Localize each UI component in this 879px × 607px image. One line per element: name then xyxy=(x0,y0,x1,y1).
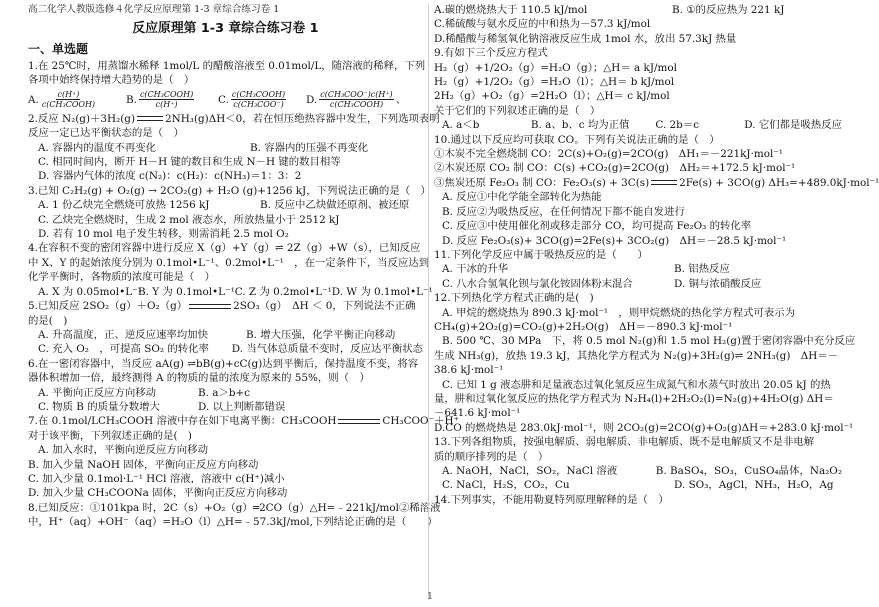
question-10-equation-1: ①木炭不完全燃烧制 CO：2C(s)+O₂(g)=2CO(g) ΔH₁＝－221kJ·mol⁻¹ xyxy=(434,148,783,161)
question-9-equation-2: H₂（g）+1/2O₂（g）=H₂O（l）；△H＝ b kJ/mol xyxy=(434,76,675,89)
question-9-options xyxy=(434,118,842,132)
question-12-option-b-line-1: B. 500 ℃、30 MPa 下，将 0.5 mol N₂(g)和 1.5 mol H₂(g)置于密闭容器中充分反应 xyxy=(442,335,856,348)
question-12-option-b-line-3: 38.6 kJ·mol⁻¹ xyxy=(434,364,504,377)
question-7-line-2: 对于该平衡，下列叙述正确的是( ) xyxy=(28,429,192,442)
question-6-option-a: A. 平衡向正反应方向移动 xyxy=(38,386,157,399)
question-1-line-2: 各项中始终保持增大趋势的是（ ） xyxy=(28,74,195,87)
question-2-option-d: D. 容器内气体的浓度 c(N₂)：c(H₂)：c(NH₃)＝1：3：2 xyxy=(38,170,302,183)
question-4-option-d: D. W 为 0.1mol•L⁻¹ xyxy=(331,285,433,298)
question-5-option-b: B. 增大压强，化学平衡正向移动 xyxy=(246,328,396,341)
section-title: 一、单选题 xyxy=(28,42,89,56)
question-9-equation-1: H₂（g）+1/2O₂（g）=H₂O（g）；△H＝ a kJ/mol xyxy=(434,61,677,74)
question-10-option-b: B. 反应②为吸热反应，在任何情况下都不能自发进行 xyxy=(442,205,685,218)
question-10-option-d: D. 反应 Fe₂O₃(s)+ 3CO(g)=2Fe(s)+ 3CO₂(g) ΔH＝－28.5 kJ·mol⁻¹ xyxy=(442,234,787,247)
question-9-option-b: B. a、b、c 均为正值 xyxy=(530,119,630,132)
question-3-option-a: A. 1 份乙炔完全燃烧可放热 1256 kJ xyxy=(38,199,210,212)
question-10-line-1: 10.通过以下反应均可获取 CO。下列有关说法正确的是（ ） xyxy=(434,133,720,146)
question-6-option-b: B. a＞b+c xyxy=(198,386,251,399)
question-11-options-row-1 xyxy=(434,262,842,276)
question-12-option-b-line-2: 生成 NH₃(g)，放热 19.3 kJ，其热化学方程式为 N₂(g)+3H₂(g)⇌ 2NH₃(g) ΔH＝－ xyxy=(434,349,839,362)
equilibrium-arrow-icon xyxy=(137,114,163,123)
question-7-line-1: 7.在 0.1mol/LCH₃COOH 溶液中存在如下电离平衡：CH₃COOH CH₃COO⁻＋H⁺ xyxy=(28,415,459,428)
equilibrium-arrow-icon xyxy=(338,417,380,426)
question-3-option-c: C. 乙炔完全燃烧时，生成 2 mol 液态水，所放热量小于 2512 kJ xyxy=(38,213,340,226)
equilibrium-arrow-icon xyxy=(189,302,231,311)
equilibrium-arrow-icon xyxy=(651,178,677,187)
question-11-option-c: C. 八水合氢氧化钡与氯化铵固体粉末混合 xyxy=(442,277,633,290)
question-11-options-row-2 xyxy=(434,277,842,291)
question-8-line-1: 8.已知反应：①101kpa 时，2C（s）+O₂（g）═2CO（g）△H=﹣221kJ/mol②稀溶液 xyxy=(28,501,441,514)
question-9-option-d: D. 它们都是吸热反应 xyxy=(744,119,842,132)
fraction: $\frac{c(H^+)}{\text{c(CH₃COOH)}}$ xyxy=(41,90,96,110)
question-9-option-a: A. a＜b xyxy=(442,119,480,132)
fraction: $\frac{\text{c(CH₃COOH)}}{c(H^+)}$ xyxy=(139,90,194,110)
question-9-line-5: 关于它们的下列叙述正确的是（ ） xyxy=(434,104,601,117)
question-12-option-d: D.CO 的燃烧热是 283.0kJ·mol⁻¹，则 2CO₂(g)=2CO(g)+O₂(g)ΔH＝+283.0 kJ·mol⁻¹ xyxy=(434,421,854,434)
question-1-option-d: D. $\frac{\text{c(CH₃COO⁻)c(H⁺)}}{\text{c(CH₃COOH)}}$ 、 xyxy=(306,90,407,110)
question-8-option-b: B. ①的反应热为 221 kJ xyxy=(672,4,785,16)
question-1-options xyxy=(28,88,423,112)
doc-header: 高二化学人教版选修４化学反应原理第 1-3 章综合练习卷 1 xyxy=(28,4,280,15)
left-column xyxy=(28,0,459,530)
question-5-option-d: D. 当气体总质量不变时，反应达平衡状态 xyxy=(231,343,423,356)
question-5-options-row-2 xyxy=(28,342,423,356)
question-7-option-d: D. 加入少量 CH₃COONa 固体，平衡向正反应方向移动 xyxy=(28,487,288,500)
question-13-options-row-2 xyxy=(434,478,842,492)
question-5-line-1: 5.已知反应 2SO₂（g）＋O₂（g） 2SO₃（g） ΔH ＜ 0，下列说法不正确 xyxy=(28,300,416,313)
question-9-option-c: C. 2b＝c xyxy=(655,119,700,132)
question-1-option-a: A. $\frac{c(H^+)}{\text{c(CH₃COOH)}}$ xyxy=(28,90,96,110)
question-12-option-c-line-3: －641.6 kJ·mol⁻¹ xyxy=(434,407,521,420)
question-2-line-2: 反应一定已达平衡状态的是（ ） xyxy=(28,127,184,140)
question-4-options xyxy=(28,285,433,299)
question-10-option-c: C. 反应③中使用催化剂或移走部分 CO，均可提高 Fe₂O₃ 的转化率 xyxy=(442,220,752,233)
question-4-line-1: 4.在容积不变的密闭容器中进行反应 X（g）+Y（g）⇌ 2Z（g）+W（s），已知反应 xyxy=(28,242,421,255)
question-3-option-b: B. 反应中乙炔做还原剂、被还原 xyxy=(260,199,410,212)
question-8-line-2: 中，H⁺（aq）+OH⁻（aq）=H₂O（l）△H=﹣57.3kJ/mol,下列结论正确的是（ ） xyxy=(28,516,438,529)
question-13-option-d: D. SO₃，AgCl，NH₃，H₂O，Ag xyxy=(674,479,834,492)
question-8-option-a: A.碳的燃烧热大于 110.5 kJ/mol xyxy=(434,4,588,16)
question-12-option-a-line-2: CH₄(g)+2O₂(g)=CO₂(g)+2H₂O(g) ΔH＝－890.3 kJ·mol⁻¹ xyxy=(434,320,733,333)
question-3-line-1: 3.已知 C₂H₂(g) + O₂(g) → 2CO₂(g) + H₂O (g)+1256 kJ，下列说法正确的是（ ） xyxy=(28,184,431,197)
question-8-option-d: D.稀醋酸与稀氢氧化钠溶液反应生成 1mol 水，放出 57.3kJ 热量 xyxy=(434,32,737,45)
question-10-option-a: A. 反应①中化学能全部转化为热能 xyxy=(442,191,602,204)
question-9-equation-3: 2H₂（g）+O₂（g）=2H₂O（l）；△H＝ c kJ/mol xyxy=(434,90,670,103)
question-2-option-c: C. 相同时间内，断开 H－H 键的数目和生成 N－H 键的数目相等 xyxy=(38,156,341,169)
fraction: $\frac{\text{c(CH₃COO⁻)c(H⁺)}}{\text{c(CH₃COOH)}}$ xyxy=(320,90,393,110)
question-5-options-row-1 xyxy=(28,328,423,342)
question-11-option-b: B. 铝热反应 xyxy=(674,263,730,276)
question-6-line-2: 器体积增加一倍，最终测得 A 的物质的量的浓度为原来的 55%，则（ ） xyxy=(28,372,370,385)
question-7-option-c: C. 加入少量 0.1mol·L⁻¹ HCl 溶液，溶液中 c(H⁺)减小 xyxy=(28,472,285,485)
question-6-options-row-2 xyxy=(28,400,423,414)
question-4-option-b: B. Y 为 0.1mol•L⁻¹ xyxy=(138,285,235,298)
question-2-options-row-1 xyxy=(28,141,423,155)
question-4-option-a: A. X 为 0.05mol•L⁻¹ xyxy=(38,285,142,298)
question-5-option-a: A. 升高温度，正、逆反应速率均加快 xyxy=(38,328,208,341)
question-7-option-b: B. 加入少量 NaOH 固体，平衡向正反应方向移动 xyxy=(28,458,259,471)
question-13-option-b: B. BaSO₄，SO₃，CuSO₄晶体，Na₂O₂ xyxy=(655,465,842,477)
question-13-option-c: C. NaCl，H₂S，CO₂，Cu xyxy=(442,479,570,492)
question-13-line-2: 质的顺序排列的是（ ） xyxy=(434,450,549,463)
page-number: 1 xyxy=(427,592,433,602)
question-12-option-c-line-1: C. 已知 1 g 液态肼和足量液态过氧化氢反应生成氮气和水蒸气时放出 20.05 kJ 的热 xyxy=(442,378,831,391)
question-1-option-c: C. $\frac{\text{c(CH₃COOH)}}{\text{c(CH₃COO⁻)}}$ xyxy=(218,90,286,110)
question-10-equation-2: ②木炭还原 CO₂ 制 CO：C(s) +CO₂(g)=2CO(g) ΔH₂＝+172.5 kJ·mol⁻¹ xyxy=(434,162,796,175)
question-11-line-1: 11.下列化学反应中属于吸热反应的是（ ） xyxy=(434,248,648,261)
question-6-options-row-1 xyxy=(28,386,423,400)
question-13-options-row-1 xyxy=(434,464,842,478)
question-1-line-1: 1.在 25℃时，用蒸馏水稀释 1mol/L 的醋酸溶液至 0.01mol/L，随溶液的稀释，下列 xyxy=(28,60,426,72)
question-3-option-d: D. 若有 10 mol 电子发生转移，则需消耗 2.5 mol O₂ xyxy=(38,228,289,241)
column-divider xyxy=(428,4,429,600)
question-7-option-a: A. 加入水时，平衡向逆反应方向移动 xyxy=(38,444,208,457)
question-5-option-c: C. 充入 O₂ ，可提高 SO₂ 的转化率 xyxy=(38,343,209,356)
question-4-line-2: 中 X、Y 的起始浓度分别为 0.1mol•L⁻¹、0.2mol•L⁻¹ ，在一定条件下，当反应达到 xyxy=(28,256,430,269)
question-1-option-b: B. $\frac{\text{c(CH₃COOH)}}{c(H^+)}$ xyxy=(126,90,194,110)
question-14-line-1: 14.下列事实，不能用勒夏特列原理解释的是（ ） xyxy=(434,493,669,506)
question-8-options-row-1 xyxy=(434,0,842,17)
question-12-option-a-line-1: A. 甲烷的燃烧热为 890.3 kJ·mol⁻¹ ，则甲烷燃烧的热化学方程式可表示为 xyxy=(442,306,796,319)
right-column xyxy=(434,0,879,507)
question-9-line-1: 9.有如下三个反应方程式 xyxy=(434,47,548,60)
question-13-line-1: 13.下列各组物质，按强电解质、弱电解质、非电解质、既不是电解质又不是非电解 xyxy=(434,436,815,449)
question-2-line-1: 2.反应 N₂(g)＋3H₂(g) 2NH₃(g)ΔH＜0，若在恒压绝热容器中发生，下列选项表明 xyxy=(28,112,440,125)
question-6-option-c: C. 物质 B 的质量分数增大 xyxy=(38,400,160,413)
page-title: 反应原理第 1-3 章综合练习卷 1 xyxy=(132,21,319,36)
question-11-option-d: D. 铜与浓硝酸反应 xyxy=(674,277,762,290)
question-2-option-b: B. 容器内的压强不再变化 xyxy=(250,141,369,154)
question-8-option-c: C.稀硫酸与氨水反应的中和热为－57.3 kJ/mol xyxy=(434,18,651,31)
question-6-option-d: D. 以上判断都错误 xyxy=(198,400,286,413)
question-5-line-2: 的是( ) xyxy=(28,314,68,327)
question-13-option-a: A. NaOH，NaCl，SO₂，NaCl 溶液 xyxy=(442,465,618,477)
question-4-option-c: C. Z 为 0.2mol•L⁻¹ xyxy=(234,285,332,298)
question-2-option-a: A. 容器内的温度不再变化 xyxy=(38,141,157,154)
fraction: $\frac{\text{c(CH₃COOH)}}{\text{c(CH₃COO⁻)}}$ xyxy=(231,90,286,110)
question-10-equation-3: ③焦炭还原 Fe₂O₃ 制 CO：Fe₂O₃(s) + 3C(s) 2Fe(s) + 3CO(g) ΔH₃=+489.0kJ·mol⁻¹ xyxy=(434,176,879,189)
question-12-option-c-line-2: 量，肼和过氧化氢反应的热化学方程式为 N₂H₄(l)+2H₂O₂(l)=N₂(g)+4H₂O(g) ΔH＝ xyxy=(434,392,834,405)
question-3-options-row-1 xyxy=(28,198,423,212)
question-11-option-a: A. 干冰的升华 xyxy=(442,263,509,276)
question-6-line-1: 6.在一密闭容器中，当反应 aA(g) ⇌bB(g)+cC(g)达到平衡后，保持温度不变，将容 xyxy=(28,357,419,370)
question-4-line-3: 化学平衡时，各物质的浓度可能是（ ） xyxy=(28,271,216,284)
question-12-line-1: 12.下列热化学方程式正确的是( ) xyxy=(434,292,594,305)
